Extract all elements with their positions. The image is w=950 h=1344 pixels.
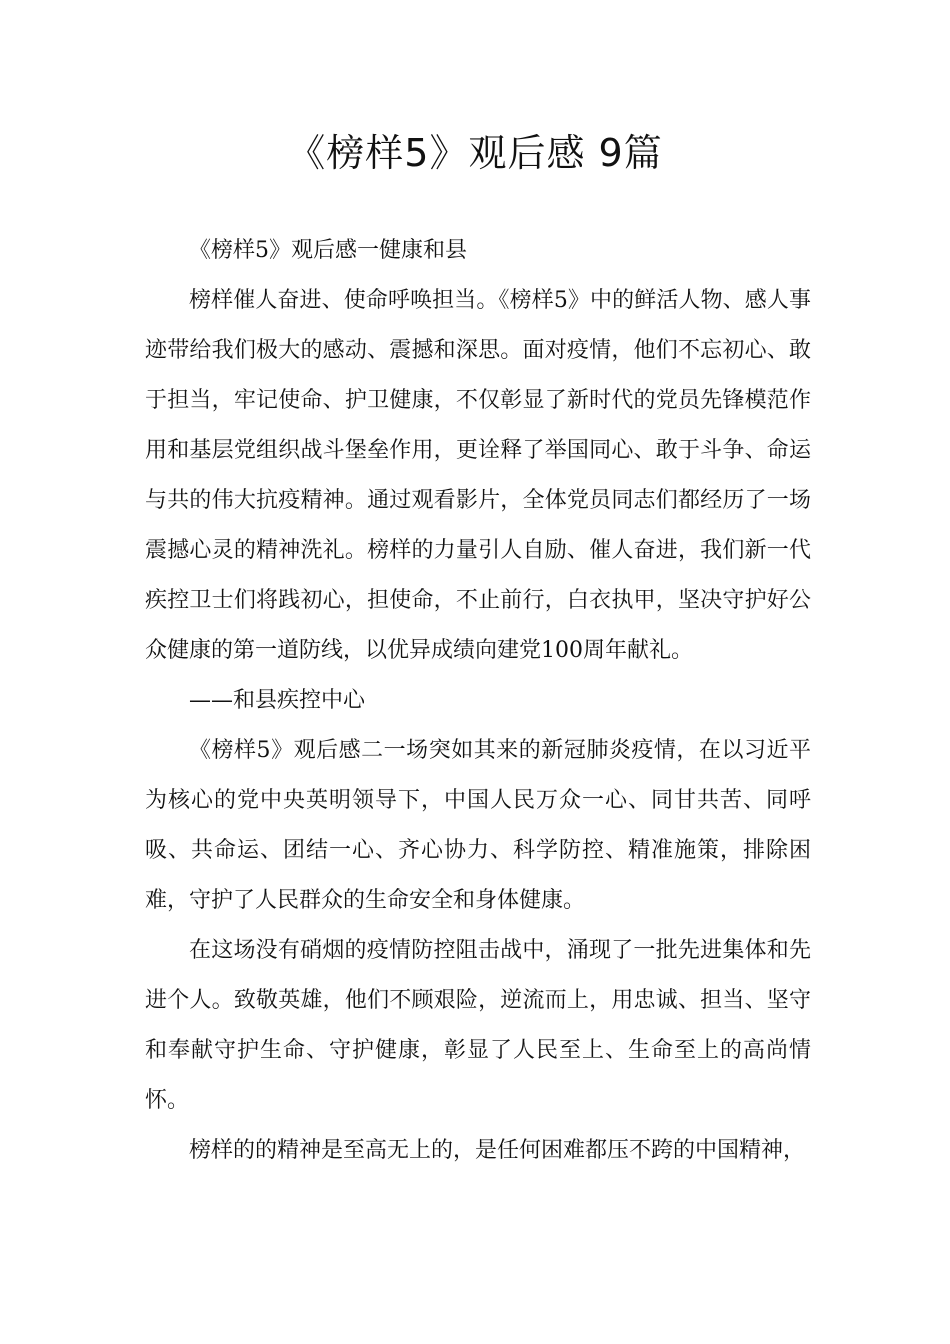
paragraph-1: 榜样催人奋进、使命呼唤担当。《榜样5》中的鲜活人物、感人事迹带给我们极大的感动、震撼和深思。面对疫情，他们不忘初心、敢于担当，牢记使命、护卫健康，不仅彰显了新时代的党员先锋模范作用和基层党组织战斗堡垒作用，更诠释了举国同心、敢于斗争、命运与共的伟大抗疫精神。通过观看影片，全体党员同志们都经历了一场震撼心灵的精神洗礼。榜样的力量引人自励、催人奋进，我们新一代疾控卫士们将践初心，担使命，不止前行，白衣执甲，坚决守护好公众健康的第一道防线，以优异成绩向建党100周年献礼。 <box>145 288 811 663</box>
document-body <box>145 226 811 1176</box>
section-heading-1: 《榜样5》观后感一健康和县 <box>189 238 467 263</box>
paragraph-3: 在这场没有硝烟的疫情防控阻击战中，涌现了一批先进集体和先进个人。致敬英雄，他们不顾艰险，逆流而上，用忠诚、担当、坚守和奉献守护生命、守护健康，彰显了人民至上、生命至上的高尚情怀。 <box>145 938 811 1113</box>
signature-line: ——和县疾控中心 <box>189 688 366 713</box>
document-title: 《榜样5》观后感 9篇 <box>287 131 663 175</box>
paragraph-4: 榜样的的精神是至高无上的，是任何困难都压不跨的中国精神， <box>189 1138 806 1163</box>
paragraph-2: 《榜样5》观后感二一场突如其来的新冠肺炎疫情，在以习近平为核心的党中央英明领导下，中国人民万众一心、同甘共苦、同呼吸、共命运、团结一心、齐心协力、科学防控、精准施策，排除困难，守护了人民群众的生命安全和身体健康。 <box>145 738 811 913</box>
